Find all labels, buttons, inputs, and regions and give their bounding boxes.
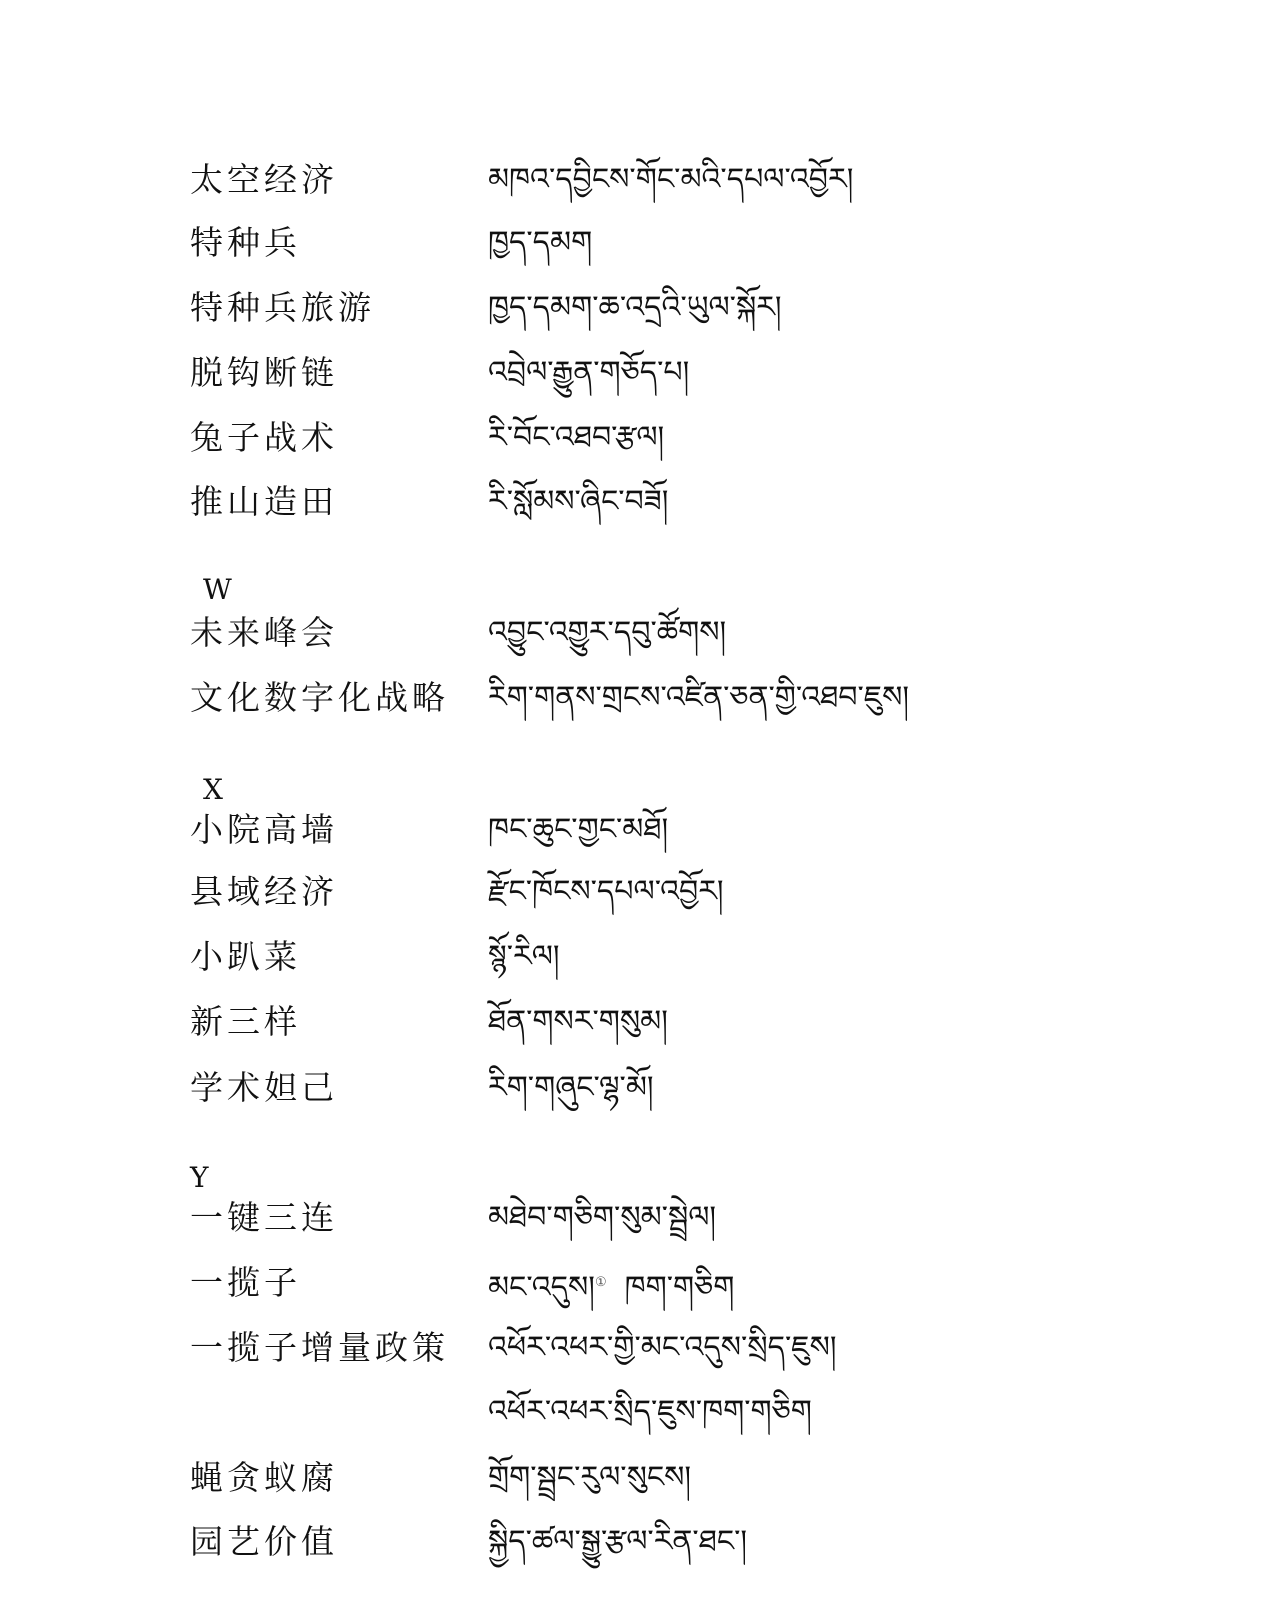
tibetan-translation-alt: ཁག་གཅིག: [624, 1270, 735, 1305]
entry-row: [0, 213, 1280, 273]
tibetan-translation: རི་བོང་འཐབ་རྩལ།: [488, 420, 665, 455]
entry-row: [0, 1058, 1280, 1118]
entry-row: [0, 1382, 1280, 1442]
section-letter-y: Y: [190, 1161, 209, 1194]
tibetan-translation: གྲོག་སྦྲང་རུལ་སུངས།: [488, 1460, 692, 1495]
section-letter-w: W: [203, 573, 232, 606]
chinese-term: 小院高墙: [190, 810, 338, 849]
entry-row: [0, 150, 1280, 210]
chinese-term: 脱钩断链: [190, 353, 338, 392]
chinese-term: 特种兵: [190, 223, 301, 262]
entry-row: [0, 927, 1280, 987]
entry-row: [0, 1512, 1280, 1572]
entry-row: [0, 472, 1280, 532]
tibetan-translation-group: [488, 1253, 734, 1318]
chinese-term: 园艺价值: [190, 1522, 338, 1561]
tibetan-translation: ཁྱད་དམག་ཆ་འདྲའི་ཡུལ་སྐོར།: [488, 290, 782, 325]
footnote-marker: ①: [594, 1275, 607, 1290]
entry-row: [0, 278, 1280, 338]
tibetan-translation: མང་འདུས།: [488, 1270, 595, 1305]
tibetan-translation: ཁང་ཆུང་གྱང་མཐོ།: [488, 812, 669, 847]
chinese-term: 文化数字化战略: [190, 678, 449, 717]
tibetan-translation: མཁའ་དབྱིངས་གོང་མའི་དཔལ་འབྱོར།: [488, 162, 854, 197]
tibetan-translation: སྙོ་རིལ།: [488, 939, 560, 974]
tibetan-translation: སྐྱིད་ཚལ་སྒྱུ་རྩལ་རིན་ཐང་།: [488, 1524, 748, 1559]
entry-row: [0, 408, 1280, 468]
section-letter-x: X: [203, 773, 223, 806]
entry-row: [0, 1253, 1280, 1313]
entry-row: [0, 668, 1280, 728]
chinese-term: 特种兵旅游: [190, 288, 375, 327]
chinese-term: 蝇贪蚁腐: [190, 1458, 338, 1497]
chinese-term: 兔子战术: [190, 418, 338, 457]
tibetan-translation: འབྱུང་འགྱུར་དབུ་ཚོགས།: [488, 615, 727, 650]
entry-row: [0, 800, 1280, 860]
chinese-term: 小趴菜: [190, 937, 301, 976]
tibetan-translation: ཁྱད་དམག: [488, 225, 593, 260]
entry-row: [0, 992, 1280, 1052]
tibetan-translation: ཐོན་གསར་གསུམ།: [488, 1004, 668, 1039]
tibetan-translation: རི་སློམས་ཞིང་བཟོ།: [488, 484, 669, 519]
chinese-term: 太空经济: [190, 160, 338, 199]
tibetan-translation: མཐེབ་གཅིག་སུམ་སྦྲེལ།: [488, 1200, 717, 1235]
chinese-term: 一揽子: [190, 1263, 301, 1302]
chinese-term: 新三样: [190, 1002, 301, 1041]
chinese-term: 一揽子增量政策: [190, 1328, 449, 1367]
chinese-term: 学术妲己: [190, 1068, 338, 1107]
chinese-term: 推山造田: [190, 482, 338, 521]
entry-row: [0, 862, 1280, 922]
entry-row: [0, 1188, 1280, 1248]
tibetan-translation: རིག་གནས་གྲངས་འཛིན་ཅན་གྱི་འཐབ་ཇུས།: [488, 680, 910, 715]
tibetan-translation: རིག་གཞུང་ལྷ་མོ།: [488, 1070, 654, 1105]
chinese-term: 一键三连: [190, 1198, 338, 1237]
entry-row: [0, 1448, 1280, 1508]
tibetan-translation: འཕོར་འཕར་གྱི་མང་འདུས་སྲིད་ཇུས།: [488, 1330, 837, 1365]
entry-row: [0, 1318, 1280, 1378]
tibetan-translation: རྫོང་ཁོངས་དཔལ་འབྱོར།: [488, 874, 724, 909]
chinese-term: 未来峰会: [190, 613, 338, 652]
entry-row: [0, 343, 1280, 403]
entry-row: [0, 603, 1280, 663]
chinese-term: 县域经济: [190, 872, 338, 911]
tibetan-translation: འཕོར་འཕར་སྲིད་ཇུས་ཁག་གཅིག: [488, 1394, 812, 1429]
tibetan-translation: འབྲེལ་རྒྱུན་གཅོད་པ།: [488, 355, 690, 390]
